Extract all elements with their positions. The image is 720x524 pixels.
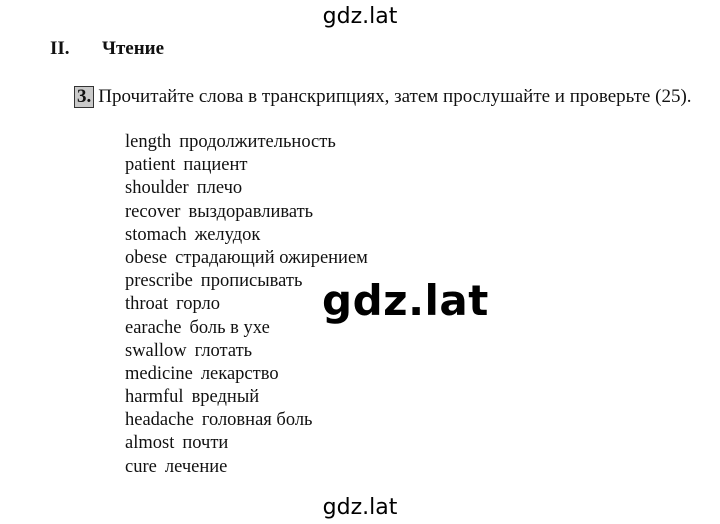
vocab-item bbox=[125, 386, 368, 409]
vocab-english: medicine bbox=[125, 363, 193, 384]
vocab-english: swallow bbox=[125, 340, 187, 361]
vocab-english: throat bbox=[125, 294, 169, 315]
vocab-russian: желудок bbox=[194, 224, 261, 245]
vocab-english: length bbox=[125, 132, 172, 152]
vocab-item bbox=[125, 177, 368, 200]
watermark-top: gdz.lat bbox=[322, 4, 398, 29]
vocab-russian: плечо bbox=[196, 178, 243, 199]
vocab-item bbox=[125, 363, 368, 386]
vocab-english: headache bbox=[125, 410, 194, 431]
vocab-item bbox=[125, 340, 368, 363]
vocab-russian: глотать bbox=[194, 340, 253, 361]
vocab-russian: головная боль bbox=[201, 410, 313, 431]
vocab-russian: выздоравливать bbox=[188, 201, 314, 222]
vocab-russian: горло bbox=[176, 294, 221, 315]
vocab-russian: лекарство bbox=[200, 363, 279, 384]
vocab-russian: почти bbox=[182, 433, 229, 454]
vocab-item bbox=[125, 456, 368, 479]
vocab-russian: продолжительность bbox=[179, 132, 336, 152]
vocab-english: obese bbox=[125, 247, 168, 268]
task-number-badge: 3. bbox=[74, 86, 94, 108]
vocab-english: earache bbox=[125, 317, 182, 338]
vocab-item bbox=[125, 432, 368, 455]
vocab-item bbox=[125, 131, 368, 154]
vocab-item bbox=[125, 247, 368, 270]
section-heading bbox=[50, 38, 164, 60]
vocab-russian: прописывать bbox=[200, 271, 303, 292]
vocab-item bbox=[125, 154, 368, 177]
vocab-english: cure bbox=[125, 456, 157, 477]
vocab-item bbox=[125, 201, 368, 224]
watermark-center: gdz.lat bbox=[322, 276, 489, 325]
vocab-english: prescribe bbox=[125, 271, 193, 292]
vocab-russian: вредный bbox=[191, 387, 260, 408]
vocab-russian: лечение bbox=[164, 456, 228, 477]
task-instruction bbox=[49, 85, 699, 109]
vocab-item bbox=[125, 409, 368, 432]
vocab-english: recover bbox=[125, 201, 181, 222]
vocab-russian: пациент bbox=[183, 155, 248, 176]
section-number: II. bbox=[50, 38, 70, 59]
vocab-russian: боль в ухе bbox=[189, 317, 270, 338]
watermark-bottom: gdz.lat bbox=[322, 495, 398, 520]
vocab-english: harmful bbox=[125, 387, 184, 408]
vocab-english: stomach bbox=[125, 224, 187, 245]
vocab-english: shoulder bbox=[125, 178, 189, 199]
vocab-english: patient bbox=[125, 155, 176, 176]
vocab-russian: страдающий ожирением bbox=[175, 247, 368, 268]
section-title: Чтение bbox=[102, 38, 165, 59]
vocab-item bbox=[125, 224, 368, 247]
vocab-english: almost bbox=[125, 433, 175, 454]
task-text: Прочитайте слова в транскрипциях, затем прослушайте и проверьте (25). bbox=[98, 86, 692, 107]
